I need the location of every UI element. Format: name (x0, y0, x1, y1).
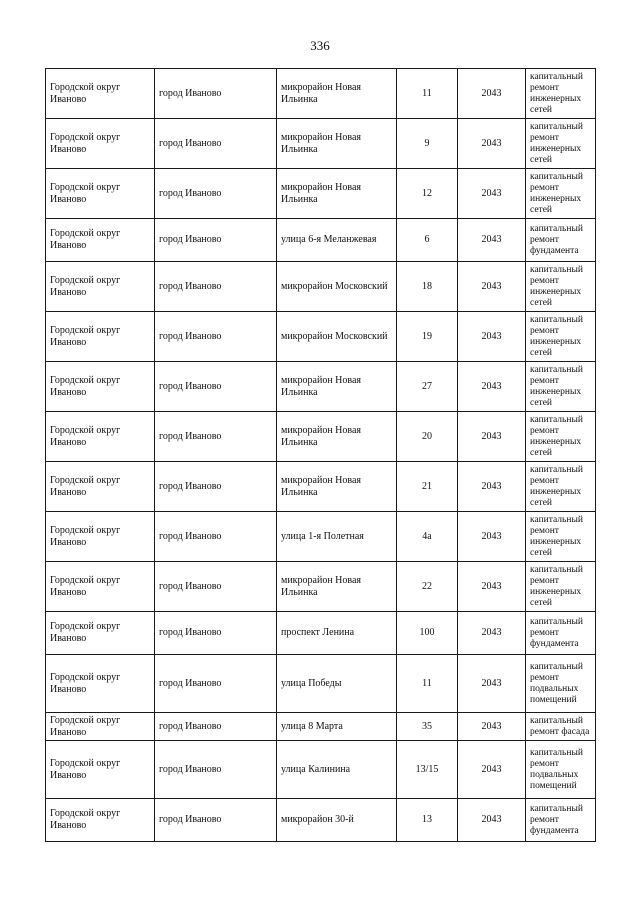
table-row (46, 169, 596, 219)
year-cell: 2043 (458, 612, 526, 655)
repair-schedule-table (45, 68, 596, 842)
house-number-cell: 35 (397, 713, 458, 741)
street-cell: улица Калинина (277, 741, 397, 799)
settlement-cell: город Иваново (155, 741, 277, 799)
house-number-cell: 19 (397, 312, 458, 362)
house-number-cell: 21 (397, 462, 458, 512)
municipality-cell: Городской округ Иваново (46, 169, 155, 219)
year-cell: 2043 (458, 713, 526, 741)
work-type-cell: капитальный ремонт инженерных сетей (526, 119, 596, 169)
street-cell: микрорайон Новая Ильинка (277, 412, 397, 462)
municipality-cell: Городской округ Иваново (46, 69, 155, 119)
settlement-cell: город Иваново (155, 562, 277, 612)
work-type-cell: капитальный ремонт инженерных сетей (526, 262, 596, 312)
street-cell: улица 8 Марта (277, 713, 397, 741)
year-cell: 2043 (458, 312, 526, 362)
municipality-cell: Городской округ Иваново (46, 262, 155, 312)
table-row (46, 262, 596, 312)
house-number-cell: 13/15 (397, 741, 458, 799)
table-row (46, 362, 596, 412)
table-row (46, 462, 596, 512)
house-number-cell: 9 (397, 119, 458, 169)
table-body (46, 69, 596, 842)
street-cell: микрорайон 30-й (277, 799, 397, 842)
work-type-cell: капитальный ремонт фасада (526, 713, 596, 741)
work-type-cell: капитальный ремонт фундамента (526, 612, 596, 655)
table-row (46, 741, 596, 799)
settlement-cell: город Иваново (155, 262, 277, 312)
work-type-cell: капитальный ремонт инженерных сетей (526, 512, 596, 562)
street-cell: улица 1-я Полетная (277, 512, 397, 562)
street-cell: микрорайон Московский (277, 262, 397, 312)
table-row (46, 512, 596, 562)
table-row (46, 713, 596, 741)
settlement-cell: город Иваново (155, 169, 277, 219)
house-number-cell: 100 (397, 612, 458, 655)
house-number-cell: 11 (397, 69, 458, 119)
table-row (46, 655, 596, 713)
year-cell: 2043 (458, 562, 526, 612)
year-cell: 2043 (458, 69, 526, 119)
table-row (46, 412, 596, 462)
street-cell: микрорайон Новая Ильинка (277, 119, 397, 169)
settlement-cell: город Иваново (155, 412, 277, 462)
municipality-cell: Городской округ Иваново (46, 119, 155, 169)
settlement-cell: город Иваново (155, 512, 277, 562)
house-number-cell: 20 (397, 412, 458, 462)
work-type-cell: капитальный ремонт инженерных сетей (526, 412, 596, 462)
year-cell: 2043 (458, 799, 526, 842)
work-type-cell: капитальный ремонт инженерных сетей (526, 312, 596, 362)
municipality-cell: Городской округ Иваново (46, 512, 155, 562)
municipality-cell: Городской округ Иваново (46, 219, 155, 262)
house-number-cell: 12 (397, 169, 458, 219)
house-number-cell: 4а (397, 512, 458, 562)
settlement-cell: город Иваново (155, 612, 277, 655)
year-cell: 2043 (458, 655, 526, 713)
house-number-cell: 22 (397, 562, 458, 612)
settlement-cell: город Иваново (155, 799, 277, 842)
settlement-cell: город Иваново (155, 362, 277, 412)
street-cell: микрорайон Новая Ильинка (277, 169, 397, 219)
municipality-cell: Городской округ Иваново (46, 562, 155, 612)
work-type-cell: капитальный ремонт инженерных сетей (526, 169, 596, 219)
year-cell: 2043 (458, 512, 526, 562)
work-type-cell: капитальный ремонт инженерных сетей (526, 562, 596, 612)
municipality-cell: Городской округ Иваново (46, 741, 155, 799)
table-row (46, 562, 596, 612)
street-cell: микрорайон Новая Ильинка (277, 69, 397, 119)
municipality-cell: Городской округ Иваново (46, 412, 155, 462)
year-cell: 2043 (458, 412, 526, 462)
street-cell: микрорайон Московский (277, 312, 397, 362)
settlement-cell: город Иваново (155, 655, 277, 713)
settlement-cell: город Иваново (155, 219, 277, 262)
year-cell: 2043 (458, 741, 526, 799)
work-type-cell: капитальный ремонт фундамента (526, 799, 596, 842)
settlement-cell: город Иваново (155, 462, 277, 512)
street-cell: проспект Ленина (277, 612, 397, 655)
municipality-cell: Городской округ Иваново (46, 462, 155, 512)
work-type-cell: капитальный ремонт подвальных помещений (526, 655, 596, 713)
municipality-cell: Городской округ Иваново (46, 612, 155, 655)
street-cell: микрорайон Новая Ильинка (277, 462, 397, 512)
work-type-cell: капитальный ремонт подвальных помещений (526, 741, 596, 799)
table-row (46, 312, 596, 362)
settlement-cell: город Иваново (155, 713, 277, 741)
house-number-cell: 18 (397, 262, 458, 312)
house-number-cell: 6 (397, 219, 458, 262)
municipality-cell: Городской округ Иваново (46, 799, 155, 842)
year-cell: 2043 (458, 462, 526, 512)
table-row (46, 69, 596, 119)
municipality-cell: Городской округ Иваново (46, 362, 155, 412)
municipality-cell: Городской округ Иваново (46, 713, 155, 741)
table-row (46, 799, 596, 842)
year-cell: 2043 (458, 219, 526, 262)
street-cell: микрорайон Новая Ильинка (277, 562, 397, 612)
work-type-cell: капитальный ремонт инженерных сетей (526, 69, 596, 119)
street-cell: улица 6-я Меланжевая (277, 219, 397, 262)
year-cell: 2043 (458, 169, 526, 219)
table-row (46, 219, 596, 262)
street-cell: улица Победы (277, 655, 397, 713)
work-type-cell: капитальный ремонт инженерных сетей (526, 362, 596, 412)
house-number-cell: 27 (397, 362, 458, 412)
street-cell: микрорайон Новая Ильинка (277, 362, 397, 412)
municipality-cell: Городской округ Иваново (46, 312, 155, 362)
settlement-cell: город Иваново (155, 69, 277, 119)
house-number-cell: 11 (397, 655, 458, 713)
settlement-cell: город Иваново (155, 119, 277, 169)
house-number-cell: 13 (397, 799, 458, 842)
year-cell: 2043 (458, 362, 526, 412)
table-row (46, 612, 596, 655)
page-number: 336 (310, 38, 330, 53)
settlement-cell: город Иваново (155, 312, 277, 362)
work-type-cell: капитальный ремонт инженерных сетей (526, 462, 596, 512)
work-type-cell: капитальный ремонт фундамента (526, 219, 596, 262)
year-cell: 2043 (458, 119, 526, 169)
year-cell: 2043 (458, 262, 526, 312)
municipality-cell: Городской округ Иваново (46, 655, 155, 713)
table-row (46, 119, 596, 169)
